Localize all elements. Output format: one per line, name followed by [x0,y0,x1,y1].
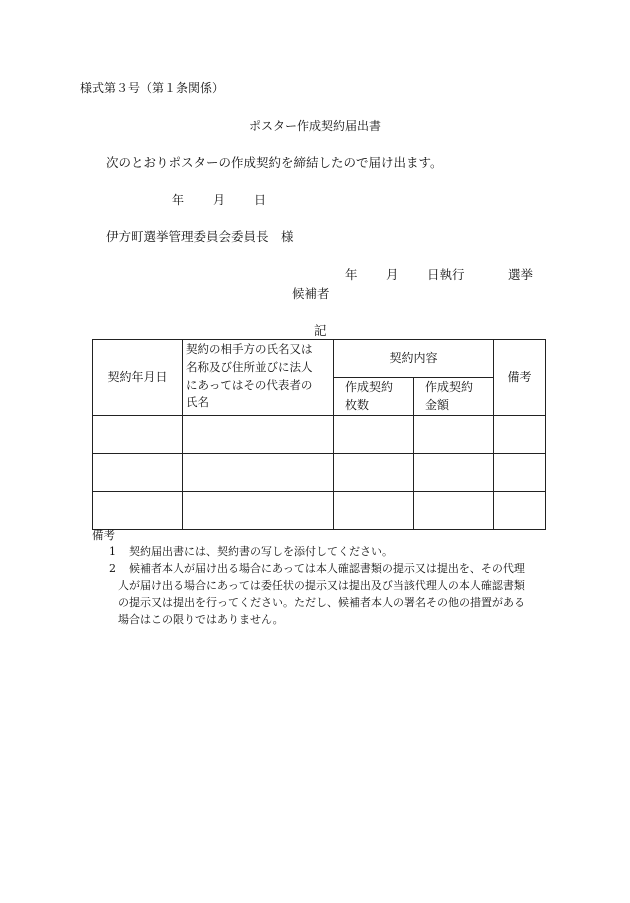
note-item [109,560,525,628]
header-contract-amount-line: 作成契約 [425,380,474,395]
date-day-label: 日 [254,193,267,207]
header-print-count-line: 枚数 [345,397,370,412]
table-cell[interactable] [183,492,334,530]
table-cell[interactable] [494,416,546,454]
table-cell[interactable] [183,416,334,454]
note-number: 1 [109,545,116,558]
note-number: 2 [109,562,116,575]
table-header-row [93,340,546,378]
addressee: 伊方町選挙管理委員会委員長 様 [106,229,294,244]
election-line [345,267,533,282]
note-line: の提示又は提出を行ってください。ただし、候補者本人の署名その他の措置がある [118,596,525,609]
election-day-label: 日執行 [427,267,465,282]
header-contract-amount-line: 金額 [425,397,450,412]
header-remarks: 備考 [494,340,546,416]
header-counterparty [183,340,334,416]
table-row [93,492,546,530]
contract-table [92,339,546,530]
table-cell[interactable] [334,416,414,454]
table-cell[interactable] [334,454,414,492]
note-line: 人が届け出る場合にあっては委任状の提示又は提出及び当該代理人の本人確認書類 [118,579,525,592]
table-cell[interactable] [494,454,546,492]
election-label: 選挙 [508,267,534,282]
header-contract-date: 契約年月日 [93,340,183,416]
election-month-label: 月 [386,267,399,282]
date-month-label: 月 [213,193,226,207]
ki-label: 記 [314,323,327,338]
header-counterparty-line: 名称及び住所並びに法人 [186,359,313,374]
intro-text: 次のとおりポスターの作成契約を締結したので届け出ます。 [106,155,443,170]
header-contract-contents: 契約内容 [334,340,494,378]
header-counterparty-line: 氏名 [186,395,209,410]
table-cell[interactable] [494,492,546,530]
header-print-count-line: 作成契約 [345,380,394,395]
header-print-count [334,378,414,416]
table-row [93,416,546,454]
document-title: ポスター作成契約届出書 [248,119,381,133]
table-row [93,454,546,492]
header-contract-amount [414,378,494,416]
table-cell[interactable] [334,492,414,530]
table-cell[interactable] [93,454,183,492]
note-line: 場合はこの限りではありません。 [118,613,284,626]
table-cell[interactable] [414,492,494,530]
date-line [172,193,266,207]
date-year-label: 年 [172,193,185,207]
note-line: 契約届出書には、契約書の写しを添付してください。 [129,545,393,558]
election-year-label: 年 [345,267,358,282]
note-item [109,543,393,560]
header-counterparty-line: にあってはその代表者の [186,377,313,392]
table-cell[interactable] [93,492,183,530]
table-cell[interactable] [414,454,494,492]
form-number: 様式第３号（第１条関係） [80,81,225,95]
table-cell[interactable] [183,454,334,492]
note-line: 候補者本人が届け出る場合にあっては本人確認書類の提示又は提出を、その代理 [129,562,525,575]
header-counterparty-line: 契約の相手方の氏名又は [186,342,313,356]
candidate-label: 候補者 [292,286,330,301]
notes-heading: 備考 [92,528,115,542]
table-cell[interactable] [93,416,183,454]
table-cell[interactable] [414,416,494,454]
